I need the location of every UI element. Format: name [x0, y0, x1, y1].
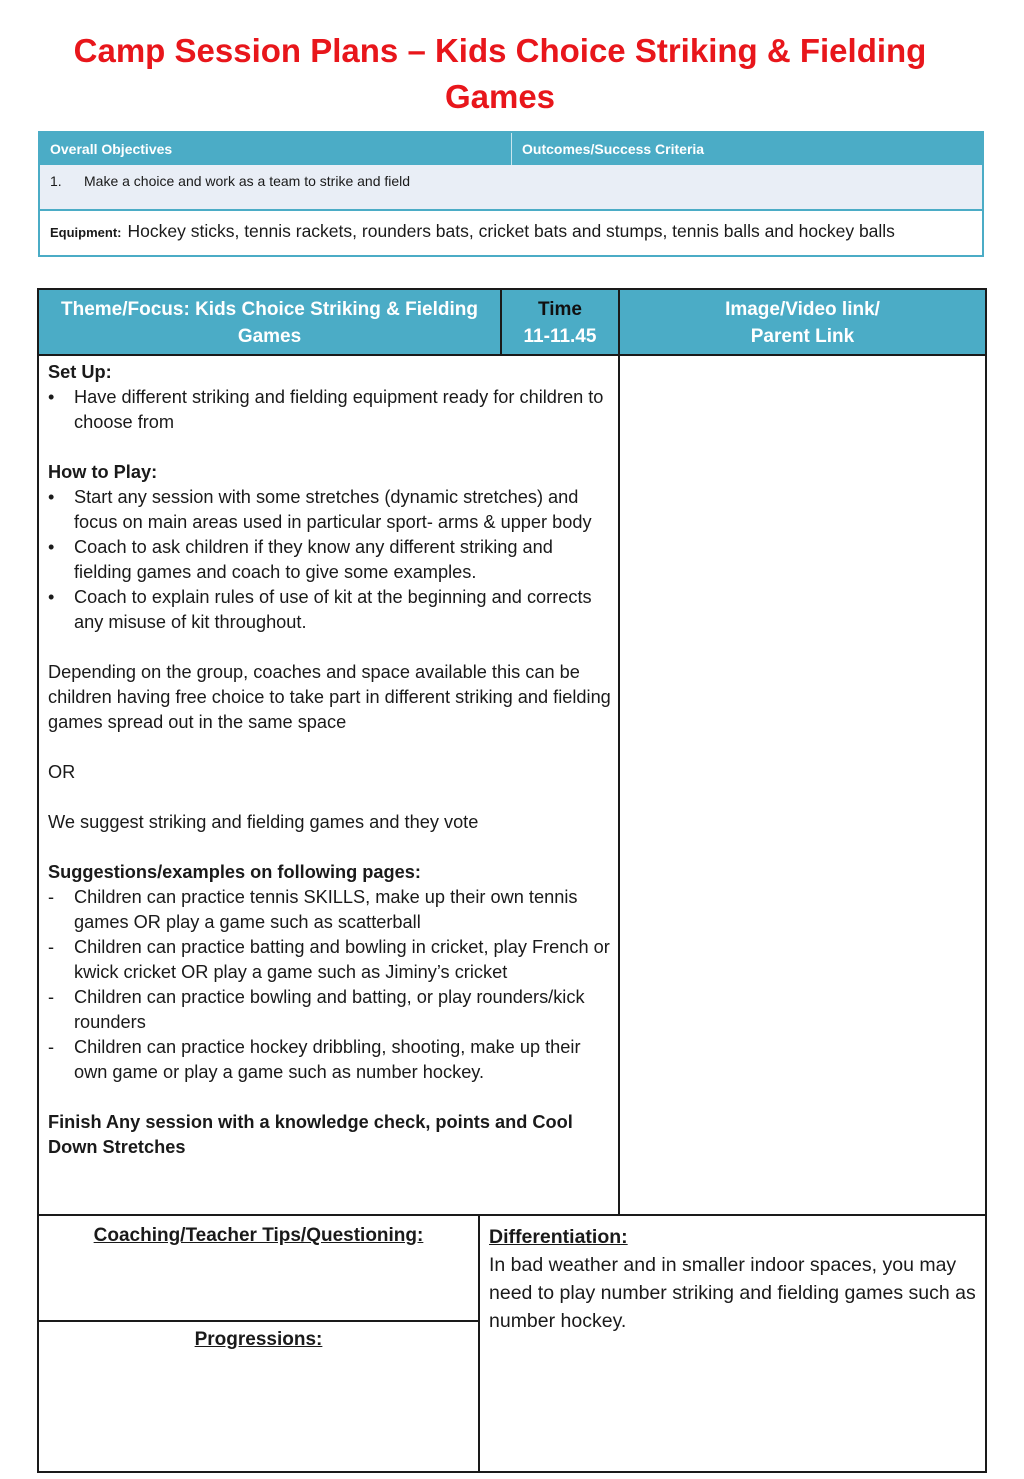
- time-value: 11-11.45: [523, 326, 597, 347]
- objectives-header-row: [40, 133, 982, 165]
- depending-paragraph: Depending on the group, coaches and space available this can be children having free choice to take part in different striking and fielding games spread out in the same space: [48, 662, 611, 732]
- overall-objectives-header: Overall Objectives: [50, 141, 173, 157]
- bottom-table: [37, 1214, 987, 1473]
- header-divider: [511, 133, 512, 165]
- list-item: - Children can practice tennis SKILLS, make up their own tennis games OR play a game such as scatterball: [48, 887, 578, 932]
- page-title: Camp Session Plans – Kids Choice Striking & Fielding Games: [73, 32, 927, 115]
- how-to-play-title: How to Play:: [48, 462, 158, 482]
- list-item: - Children can practice hockey dribbling, shooting, make up their own game or play a game such as number hockey.: [48, 1037, 581, 1082]
- objective-text: Make a choice and work as a team to strike and field: [84, 173, 411, 189]
- theme-header: Theme/Focus: Kids Choice Striking & Fielding Games: [39, 290, 500, 356]
- equipment-text: Hockey sticks, tennis rackets, rounders bats, cricket bats and stumps, tennis balls and hockey balls: [127, 221, 895, 241]
- tips-progressions-divider: [39, 1320, 480, 1322]
- list-item: • Coach to ask children if they know any different striking and fielding games and coach to give some examples.: [48, 537, 553, 582]
- equipment-row: [50, 221, 895, 242]
- setup-list: [48, 385, 613, 435]
- media-header: [620, 290, 985, 356]
- column-divider: [618, 290, 620, 1214]
- session-content: [48, 360, 613, 1160]
- media-header-line1: Image/Video link/: [725, 299, 880, 320]
- differentiation-text: In bad weather and in smaller indoor spaces, you may need to play number striking and fielding games such as number hockey.: [489, 1254, 976, 1332]
- list-item: • Start any session with some stretches (dynamic stretches) and focus on main areas used in particular sport- arms & upper body: [48, 487, 592, 532]
- suggest-paragraph: We suggest striking and fielding games and they vote: [48, 812, 479, 832]
- finish-text: Finish Any session with a knowledge check, points and Cool Down Stretches: [48, 1112, 573, 1157]
- objective-number: 1.: [50, 173, 62, 189]
- equipment-label: Equipment:: [50, 225, 122, 240]
- objective-row: [40, 165, 982, 211]
- header-divider: [500, 290, 502, 356]
- list-item: - Children can practice bowling and batting, or play rounders/kick rounders: [48, 987, 585, 1032]
- header-rule: [39, 354, 985, 356]
- time-label: Time: [537, 299, 582, 320]
- list-item: • Have different striking and fielding equipment ready for children to choose from: [48, 387, 604, 432]
- list-item: • Coach to explain rules of use of kit at the beginning and corrects any misuse of kit throughout.: [48, 587, 592, 632]
- suggestions-title: Suggestions/examples on following pages:: [48, 862, 421, 882]
- outcomes-header: Outcomes/Success Criteria: [522, 141, 705, 157]
- how-to-play-list: [48, 485, 613, 635]
- media-header-line2: Parent Link: [750, 326, 855, 347]
- time-header: [502, 290, 618, 356]
- column-divider: [478, 1216, 480, 1471]
- list-item: - Children can practice batting and bowling in cricket, play French or kwick cricket OR play a game such as Jiminy’s cricket: [48, 937, 610, 982]
- progressions-title: Progressions:: [194, 1329, 323, 1350]
- tips-title: Coaching/Teacher Tips/Questioning:: [93, 1225, 424, 1246]
- setup-title: Set Up:: [48, 362, 112, 382]
- suggestions-list: [48, 885, 613, 1085]
- differentiation-title: Differentiation:: [489, 1226, 628, 1248]
- objectives-table: [38, 131, 984, 257]
- or-text: OR: [48, 762, 76, 782]
- differentiation-cell: [489, 1223, 984, 1335]
- session-table: [37, 288, 987, 1216]
